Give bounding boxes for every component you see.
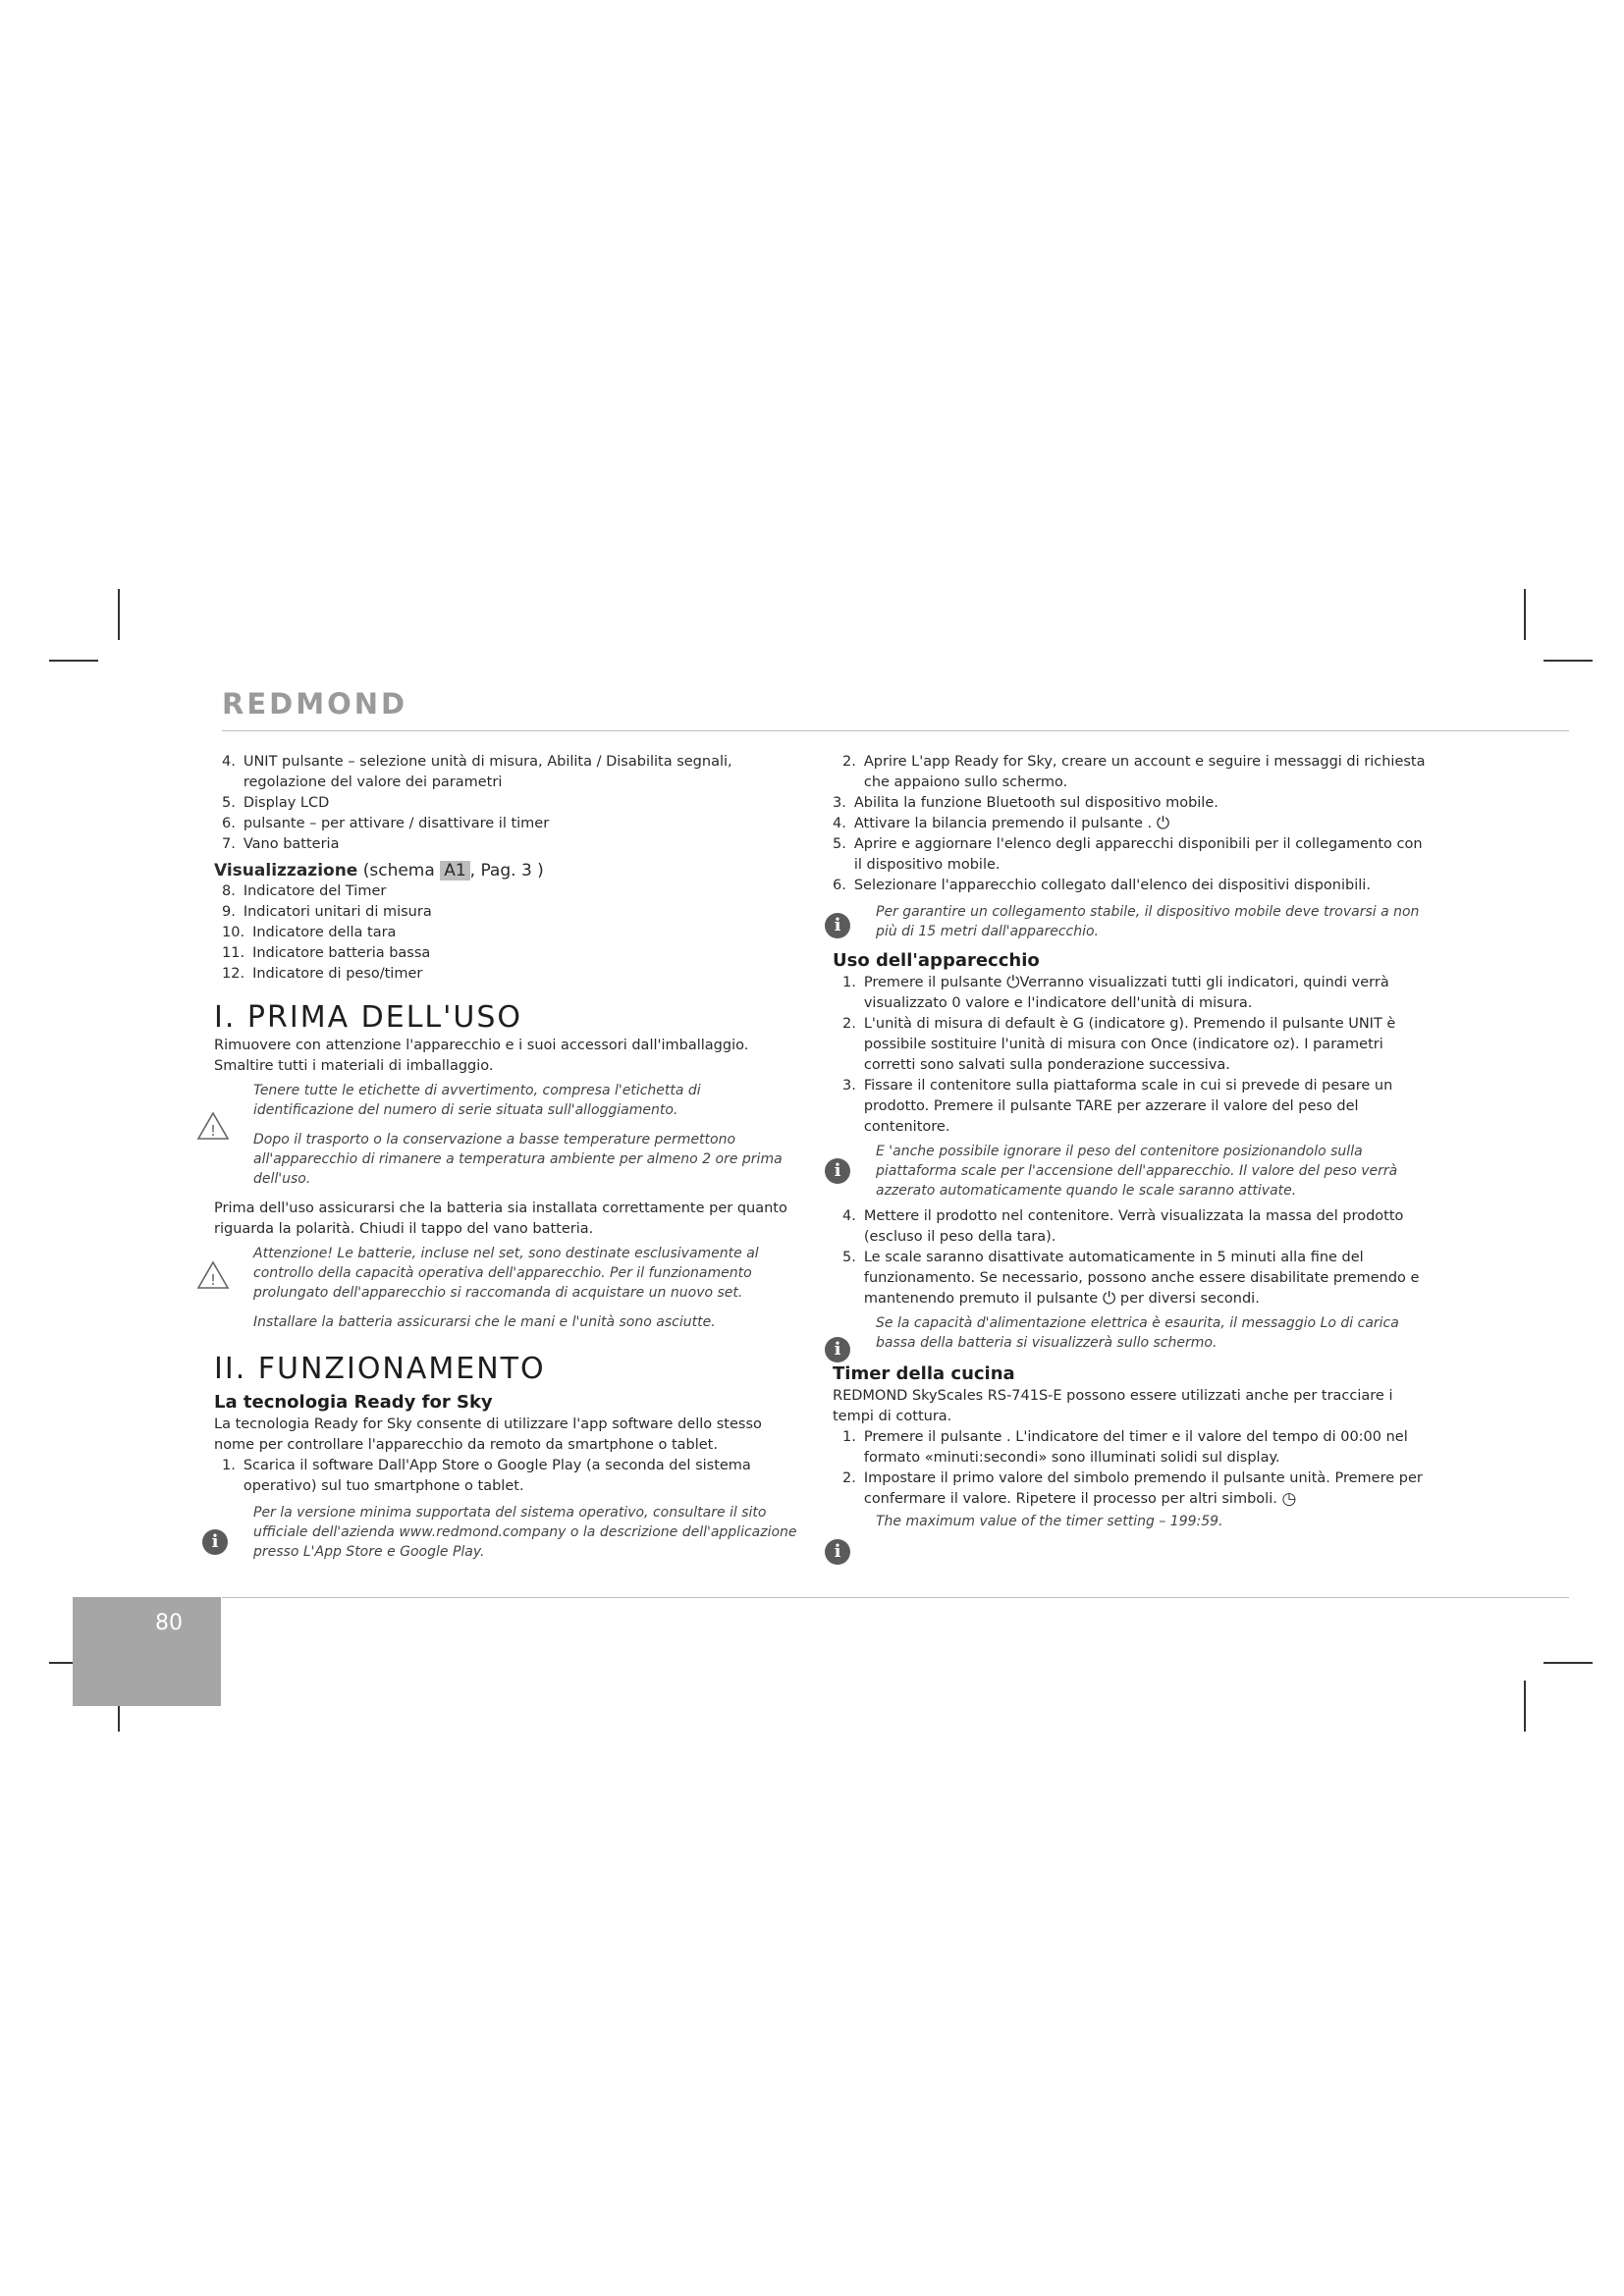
list-item: 7. Vano batteria	[222, 836, 340, 852]
list-item: 11. Indicatore batteria bassa	[222, 945, 431, 961]
crop-mark	[1524, 589, 1526, 640]
info-note: E 'anche possibile ignorare il peso del contenitore posizionandolo sulla piattaforma scale per l'accensione dell'apparecchio. Il valore del peso verrà azzerato automaticamente quando le scale saranno attivate.	[876, 1144, 1398, 1199]
crop-mark	[1543, 660, 1593, 662]
svg-text:!: !	[209, 1271, 217, 1289]
list-item: 2. Impostare il primo valore del simbolo premendo il pulsante unità. Premere per confermare il valore. Ripetere il processo per altri simboli. ◷	[842, 1470, 1423, 1509]
info-note: The maximum value of the timer setting – 199:59.	[876, 1514, 1223, 1529]
warning-icon	[196, 1260, 230, 1290]
list-item: 12. Indicatore di peso/timer	[222, 966, 423, 982]
list-item: 10. Indicatore della tara	[222, 925, 397, 940]
list-item: 5. Display LCD	[222, 795, 330, 811]
info-icon: i	[825, 913, 850, 938]
section-title-prima: I. PRIMA DELL'USO	[214, 1000, 522, 1035]
note: Installare la batteria assicurarsi che le mani e l'unità sono asciutte.	[253, 1314, 716, 1330]
info-icon: i	[825, 1158, 850, 1184]
note: Dopo il trasporto o la conservazione a basse temperature permettono all'apparecchio di rimanere a temperatura ambiente per almeno 2 ore prima dell'uso.	[253, 1132, 783, 1187]
list-item: 2. Aprire L'app Ready for Sky, creare un account e seguire i messaggi di richiesta che appaiono sullo schermo.	[842, 754, 1426, 790]
visualization-heading: Visualizzazione (schema A1 , Pag. 3 )	[214, 861, 544, 881]
list-item: 4. Mettere il prodotto nel contenitore. Verrà visualizzata la massa del prodotto (escluso il peso della tara).	[842, 1208, 1404, 1245]
list-item: 8. Indicatore del Timer	[222, 883, 387, 899]
warning-note: Attenzione! Le batterie, incluse nel set, sono destinate esclusivamente al controllo della capacità operativa dell'apparecchio. Per il funzionamento prolungato dell'apparecchio si raccomanda di acquistare un nuovo set.	[253, 1246, 759, 1301]
section-title-funzionamento: II. FUNZIONAMENTO	[214, 1352, 546, 1386]
schema-tag: A1	[440, 861, 469, 881]
list-item: 1. Scarica il software Dall'App Store o Google Play (a seconda del sistema operativo) sul tuo smartphone o tablet.	[222, 1458, 751, 1494]
info-note: Per garantire un collegamento stabile, il dispositivo mobile deve trovarsi a non più di 15 metri dall'apparecchio.	[876, 904, 1420, 939]
info-icon: i	[825, 1539, 850, 1565]
paragraph: Rimuovere con attenzione l'apparecchio e i suoi accessori dall'imballaggio. Smaltire tutti i materiali di imballaggio.	[214, 1038, 749, 1074]
subsection-title: La tecnologia Ready for Sky	[214, 1392, 493, 1413]
left-column	[214, 752, 803, 1562]
crop-mark	[1524, 1681, 1526, 1732]
list-item: 4. UNIT pulsante – selezione unità di misura, Abilita / Disabilita segnali, regolazione del valore dei parametri	[222, 754, 732, 790]
list-item: 6. Selezionare l'apparecchio collegato dall'elenco dei dispositivi disponibili.	[833, 878, 1371, 893]
warning-note: Tenere tutte le etichette di avvertimento, compresa l'etichetta di identificazione del numero di serie situata sull'alloggiamento.	[253, 1083, 701, 1118]
list-item: 9. Indicatori unitari di misura	[222, 904, 432, 920]
paragraph: REDMOND SkyScales RS-741S-E possono essere utilizzati anche per tracciare i tempi di cottura.	[833, 1388, 1393, 1424]
subsection-title: Uso dell'apparecchio	[833, 950, 1040, 971]
subsection-title: Timer della cucina	[833, 1363, 1015, 1384]
info-icon: i	[825, 1337, 850, 1362]
crop-mark	[49, 660, 98, 662]
list-item: 1. Premere il pulsante . L'indicatore del timer e il valore del tempo di 00:00 nel formato «minuti:secondi» sono illuminati solidi sul display.	[842, 1429, 1408, 1466]
list-item: 3. Abilita la funzione Bluetooth sul dispositivo mobile.	[833, 795, 1218, 811]
paragraph: La tecnologia Ready for Sky consente di utilizzare l'app software dello stesso nome per controllare l'apparecchio da remoto da smartphone o tablet.	[214, 1416, 762, 1453]
list-item: 3. Fissare il contenitore sulla piattaforma scale in cui si prevede di pesare un prodotto. Premere il pulsante TARE per azzerare il valore del peso del contenitore.	[842, 1078, 1393, 1135]
header-rule	[222, 730, 1569, 731]
power-icon: ⏻	[1156, 814, 1170, 833]
list-item: 5. Le scale saranno disattivate automaticamente in 5 minuti alla fine del funzionamento. Se necessario, possono anche essere disabilitate premendo e mantenendo premuto il pulsante ⏻ per diversi secondi.	[842, 1250, 1420, 1308]
crop-mark	[1543, 1662, 1593, 1664]
warning-icon	[196, 1111, 230, 1141]
info-note: Per la versione minima supportata del sistema operativo, consultare il sito ufficiale dell'azienda www.redmond.company o la descrizione dell'applicazione presso L'App Store e Google Play.	[253, 1505, 797, 1560]
info-note: Se la capacità d'alimentazione elettrica è esaurita, il messaggio Lo di carica bassa della batteria si visualizzerà sullo schermo.	[876, 1315, 1399, 1351]
paragraph: Prima dell'uso assicurarsi che la batteria sia installata correttamente per quanto riguarda la polarità. Chiudi il tappo del vano batteria.	[214, 1201, 787, 1237]
power-icon: ⏻	[1102, 1289, 1116, 1308]
list-item: 4. Attivare la bilancia premendo il pulsante . ⏻	[833, 814, 1170, 833]
right-column	[833, 752, 1432, 1531]
info-icon: i	[202, 1529, 228, 1555]
timer-button-icon: ◷	[1281, 1489, 1297, 1509]
page-number-box	[73, 1597, 221, 1706]
list-item: 2. L'unità di misura di default è G (indicatore g). Premendo il pulsante UNIT è possibile sostituire l'unità di misura con Once (indicatore oz). I parametri corretti sono salvati sulla ponderazione successiva.	[842, 1016, 1396, 1073]
brand-logo: REDMOND	[222, 687, 408, 721]
list-item: 1. Premere il pulsante ⏻Verranno visualizzati tutti gli indicatori, quindi verrà visualizzato 0 valore e l'indicatore dell'unità di misura.	[842, 973, 1389, 1011]
svg-text:!: !	[209, 1122, 217, 1140]
footer-rule	[222, 1597, 1569, 1598]
crop-mark	[118, 589, 120, 640]
list-item: 5. Aprire e aggiornare l'elenco degli apparecchi disponibili per il collegamento con il dispositivo mobile.	[833, 836, 1423, 873]
page-number: 80	[155, 1611, 183, 1635]
list-item: 6. pulsante – per attivare / disattivare il timer	[222, 816, 550, 831]
power-icon: ⏻	[1006, 973, 1020, 992]
